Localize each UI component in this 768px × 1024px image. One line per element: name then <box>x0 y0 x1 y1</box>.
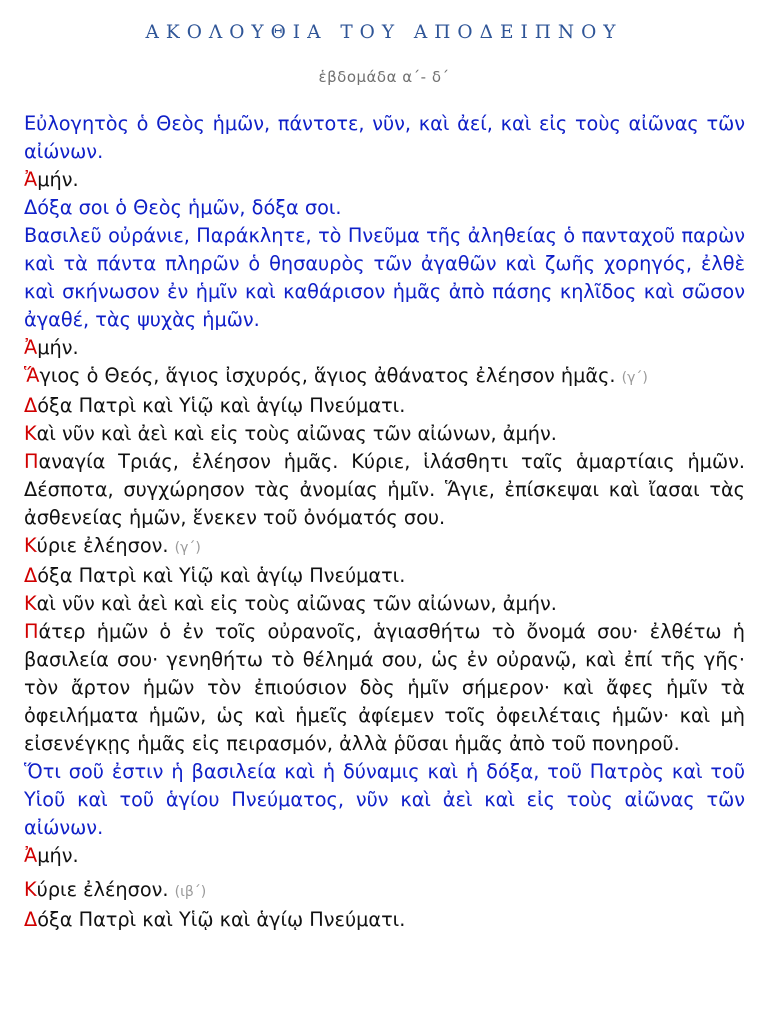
red-initial: Δ <box>24 908 38 931</box>
red-initial: Κ <box>24 534 37 557</box>
red-initial: Ἀ <box>24 168 38 191</box>
paragraph-both-now: Καὶ νῦν καὶ ἀεὶ καὶ εἰς τοὺς αἰῶνας τῶν αἰώνων, ἀμήν. <box>24 592 557 615</box>
red-initial: Π <box>24 450 39 473</box>
red-initial: Κ <box>24 592 37 615</box>
paragraph-amen: Ἀμήν. <box>24 168 79 191</box>
red-initial: Π <box>24 620 39 643</box>
red-initial: Δ <box>24 394 38 417</box>
paragraph-glory: Δόξα Πατρὶ καὶ Υἱῷ καὶ ἁγίῳ Πνεύματι. <box>24 564 406 587</box>
paragraph-kyrie-twelve: Κύριε ἐλέησον. (ιβ΄) <box>24 878 207 901</box>
liturgical-text <box>24 110 745 934</box>
repeat-note: (γ΄) <box>174 540 201 556</box>
paragraph-trisagion: Ἅγιος ὁ Θεός, ἅγιος ἰσχυρός, ἅγιος ἀθάνατος ἐλέησον ἡμᾶς. (γ΄) <box>24 364 648 387</box>
red-initial: Κ <box>24 422 37 445</box>
red-initial: Ἀ <box>24 844 38 867</box>
paragraph-blessing: Εὐλογητὸς ὁ Θεὸς ἡμῶν, πάντοτε, νῦν, καὶ ἀεί, καὶ εἰς τοὺς αἰῶνας τῶν αἰώνων. <box>24 112 745 163</box>
page-subtitle: ἑβδομάδα α΄- δ΄ <box>318 68 450 86</box>
red-initial: Ἅ <box>24 364 40 387</box>
paragraph-both-now: Καὶ νῦν καὶ ἀεὶ καὶ εἰς τοὺς αἰῶνας τῶν αἰώνων, ἀμήν. <box>24 422 557 445</box>
paragraph-heavenly-king: Βασιλεῦ οὐράνιε, Παράκλητε, τὸ Πνεῦμα τῆς ἀληθείας ὁ πανταχοῦ παρὼν καὶ τὰ πάντα πληρῶν ὁ θησαυρὸς τῶν ἀγαθῶν καὶ ζωῆς χορηγός, ἐλθὲ καὶ σκήνωσον ἐν ἡμῖν καὶ καθάρισον ἡμᾶς ἀπὸ πάσης κηλῖδος καὶ σῶσον ἀγαθέ, τὰς ψυχὰς ἡμῶν. <box>24 224 745 331</box>
paragraph-doxa-soi: Δόξα σοι ὁ Θεὸς ἡμῶν, δόξα σοι. <box>24 196 342 219</box>
red-initial: Ἀ <box>24 336 38 359</box>
paragraph-amen: Ἀμήν. <box>24 336 79 359</box>
paragraph-kyrie: Κύριε ἐλέησον. (γ΄) <box>24 534 201 557</box>
paragraph-exclamation: Ὅτι σοῦ ἐστιν ἡ βασιλεία καὶ ἡ δύναμις καὶ ἡ δόξα, τοῦ Πατρὸς καὶ τοῦ Υἱοῦ καὶ τοῦ ἁγίου Πνεύματος, νῦν καὶ ἀεὶ καὶ εἰς τοὺς αἰῶνας τῶν αἰώνων. <box>24 760 745 839</box>
paragraph-glory: Δόξα Πατρὶ καὶ Υἱῷ καὶ ἁγίῳ Πνεύματι. <box>24 394 406 417</box>
red-initial: Δ <box>24 564 38 587</box>
repeat-note: (γ΄) <box>621 370 648 386</box>
red-initial: Κ <box>24 878 37 901</box>
repeat-note: (ιβ΄) <box>174 884 207 900</box>
paragraph-amen: Ἀμήν. <box>24 844 79 867</box>
page-title: ΑΚΟΛΟΥΘΙΑ ΤΟΥ ΑΠΟΔΕΙΠΝΟΥ <box>145 22 623 43</box>
paragraph-lords-prayer: Πάτερ ἡμῶν ὁ ἐν τοῖς οὐρανοῖς, ἁγιασθήτω τὸ ὄνομά σου· ἐλθέτω ἡ βασιλεία σου· γενηθήτω τὸ θέλημά σου, ὡς ἐν οὐρανῷ, καὶ ἐπί τῆς γῆς· τὸν ἄρτον ἡμῶν τὸν ἐπιούσιον δὸς ἡμῖν σήμερον· καὶ ἄφες ἡμῖν τὰ ὀφειλήματα ἡμῶν, ὡς καὶ ἡμεῖς ἀφίεμεν τοῖς ὀφειλέταις ἡμῶν· καὶ μὴ εἰσενέγκῃς ἡμᾶς εἰς πειρασμόν, ἀλλὰ ῥῦσαι ἡμᾶς ἀπὸ τοῦ πονηροῦ. <box>24 620 745 755</box>
paragraph-holy-trinity: Παναγία Τριάς, ἐλέησον ἡμᾶς. Κύριε, ἱλάσθητι ταῖς ἁμαρτίαις ἡμῶν. Δέσποτα, συγχώρησον τὰς ἀνομίας ἡμῖν. Ἅγιε, ἐπίσκεψαι καὶ ἴασαι τὰς ἀσθενείας ἡμῶν, ἕνεκεν τοῦ ὀνόματός σου. <box>24 450 745 529</box>
paragraph-glory: Δόξα Πατρὶ καὶ Υἱῷ καὶ ἁγίῳ Πνεύματι. <box>24 908 406 931</box>
